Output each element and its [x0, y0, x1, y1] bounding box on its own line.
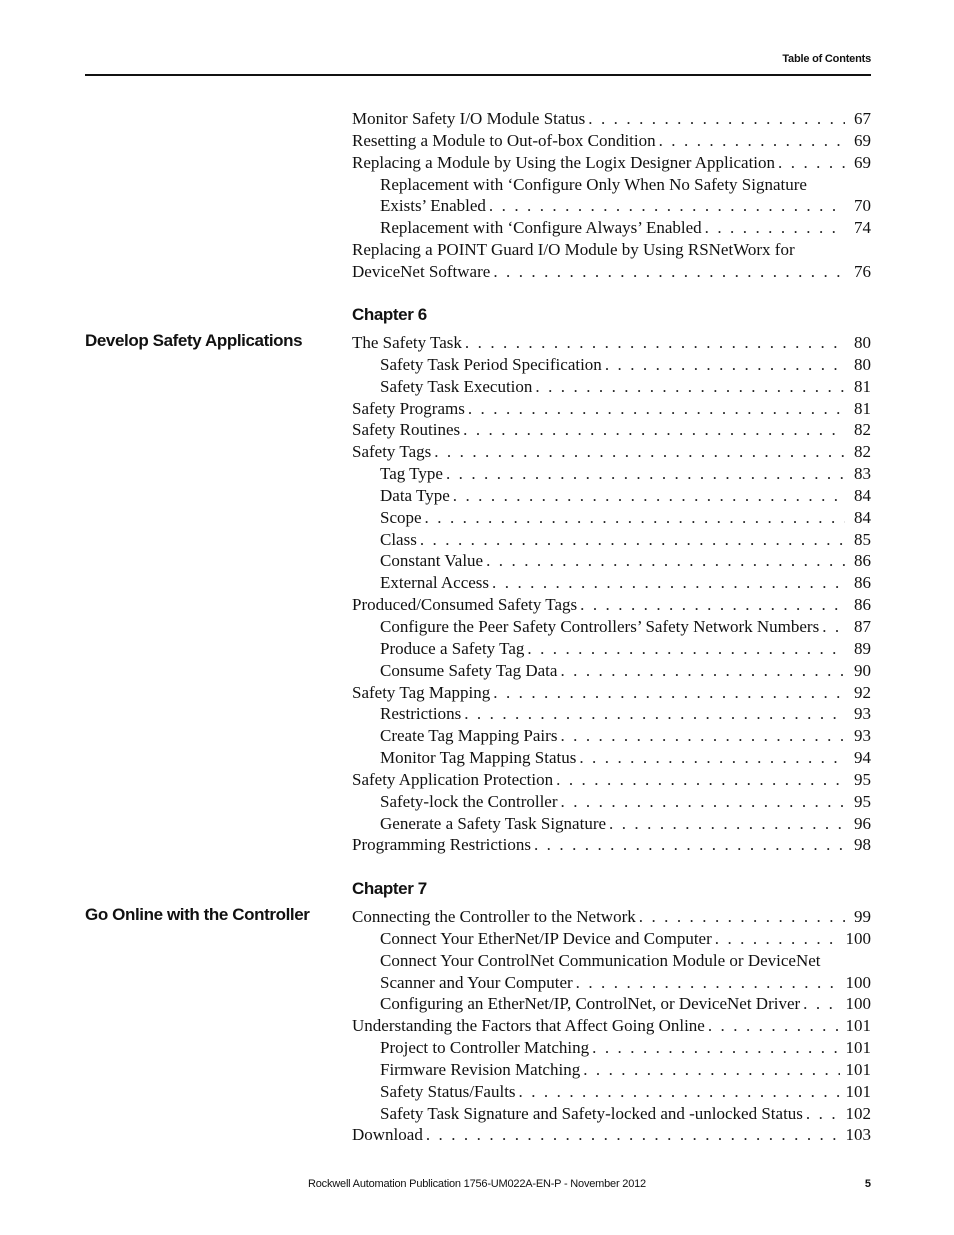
- toc-entry[interactable]: Safety Tag Mapping . . . 92: [352, 682, 871, 704]
- toc-page-number: 82: [854, 420, 871, 440]
- toc-entry[interactable]: Monitor Tag Mapping Status . . . 94: [352, 747, 871, 769]
- toc-page-number: 95: [854, 769, 871, 789]
- toc-page-number: 69: [854, 130, 871, 150]
- toc-entry[interactable]: External Access . . . 86: [352, 572, 871, 594]
- toc-page-number: 81: [854, 376, 871, 396]
- chapter-7-entries: [352, 906, 871, 1146]
- toc-entry[interactable]: Safety Task Period Specification . . . 80: [352, 354, 871, 376]
- toc-page-number: 100: [845, 972, 871, 992]
- toc-entry[interactable]: Safety Task Signature and Safety-locked and -unlocked Status . . . 102: [352, 1103, 871, 1125]
- toc-page-number: 74: [854, 218, 871, 238]
- toc-page-number: 86: [854, 573, 871, 593]
- toc-entry[interactable]: Monitor Safety I/O Module Status . . . 67: [352, 108, 871, 130]
- toc-page-number: 69: [854, 152, 871, 172]
- chapter-title: Develop Safety Applications: [85, 331, 303, 350]
- toc-entry[interactable]: Configure the Peer Safety Controllers’ Safety Network Numbers . . . 87: [352, 616, 871, 638]
- toc-entry[interactable]: Safety Routines . . . 82: [352, 419, 871, 441]
- toc-entry[interactable]: Download . . . 103: [352, 1124, 871, 1146]
- toc-page-number: 95: [854, 791, 871, 811]
- toc-entry[interactable]: Safety Programs . . . 81: [352, 398, 871, 420]
- toc-page-number: 87: [854, 616, 871, 636]
- toc-page-number: 86: [854, 595, 871, 615]
- toc-entry[interactable]: Safety Status/Faults . . . 101: [352, 1081, 871, 1103]
- toc-entry-first-line[interactable]: Connect Your ControlNet Communication Module or DeviceNet: [380, 950, 821, 970]
- toc-entry[interactable]: Safety Tags . . . 82: [352, 441, 871, 463]
- toc-page-number: 89: [854, 638, 871, 658]
- chapter-title: Go Online with the Controller: [85, 905, 310, 924]
- toc-page-number: 98: [854, 835, 871, 855]
- toc-entry[interactable]: Configuring an EtherNet/IP, ControlNet, or DeviceNet Driver . . . 100: [352, 993, 871, 1015]
- toc-entry[interactable]: Scope . . . 84: [352, 507, 871, 529]
- toc-entry[interactable]: Produced/Consumed Safety Tags . . . 86: [352, 594, 871, 616]
- toc-entry[interactable]: Class . . . 85: [352, 529, 871, 551]
- toc-entry[interactable]: Understanding the Factors that Affect Going Online . . . 101: [352, 1015, 871, 1037]
- toc-page-number: 101: [845, 1059, 871, 1079]
- toc-entry[interactable]: The Safety Task . . . 80: [352, 332, 871, 354]
- header-rule: [85, 74, 871, 76]
- footer-publication: Rockwell Automation Publication 1756-UM022A-EN-P - November 2012: [308, 1178, 646, 1190]
- toc-entry[interactable]: Programming Restrictions . . . 98: [352, 834, 871, 856]
- toc-entry[interactable]: Safety Task Execution . . . 81: [352, 376, 871, 398]
- toc-entry[interactable]: Resetting a Module to Out-of-box Condition . . . 69: [352, 130, 871, 152]
- toc-page-number: 76: [854, 261, 871, 281]
- toc-page-number: 94: [854, 748, 871, 768]
- toc-entry-first-line[interactable]: Replacement with ‘Configure Only When No Safety Signature: [380, 174, 807, 194]
- toc-page-number: 101: [845, 1081, 871, 1101]
- chapter-label: Chapter 6: [352, 305, 427, 324]
- footer-page-number: 5: [864, 1178, 871, 1190]
- toc-page-number: 82: [854, 442, 871, 462]
- toc-page-number: 83: [854, 464, 871, 484]
- toc-page-number: 92: [854, 682, 871, 702]
- toc-page-number: 86: [854, 551, 871, 571]
- toc-entry[interactable]: Connect Your EtherNet/IP Device and Computer . . . 100: [352, 928, 871, 950]
- toc-entry[interactable]: Produce a Safety Tag . . . 89: [352, 638, 871, 660]
- toc-page-number: 84: [854, 507, 871, 527]
- toc-entry[interactable]: DeviceNet Software . . . 76: [352, 261, 871, 283]
- toc-entry[interactable]: Data Type . . . 84: [352, 485, 871, 507]
- toc-page-number: 81: [854, 398, 871, 418]
- toc-entry[interactable]: Safety-lock the Controller . . . 95: [352, 791, 871, 813]
- chapter-6-entries: [352, 332, 871, 856]
- toc-page-number: 100: [845, 928, 871, 948]
- toc-page-number: 67: [854, 109, 871, 128]
- toc-entry[interactable]: Consume Safety Tag Data . . . 90: [352, 660, 871, 682]
- toc-page-number: 99: [854, 907, 871, 926]
- toc-entry[interactable]: Generate a Safety Task Signature . . . 96: [352, 813, 871, 835]
- toc-entry[interactable]: Replacement with ‘Configure Always’ Enabled . . . 74: [352, 217, 871, 239]
- toc-page-number: 96: [854, 813, 871, 833]
- toc-continued-list: [352, 108, 871, 283]
- toc-entry[interactable]: Constant Value . . . 86: [352, 550, 871, 572]
- toc-page-number: 70: [854, 196, 871, 216]
- toc-page-number: 90: [854, 660, 871, 680]
- toc-page-number: 93: [854, 726, 871, 746]
- toc-page-number: 84: [854, 485, 871, 505]
- toc-entry[interactable]: Restrictions . . . 93: [352, 703, 871, 725]
- toc-entry[interactable]: Safety Application Protection . . . 95: [352, 769, 871, 791]
- toc-page-number: 100: [845, 994, 871, 1014]
- toc-page-number: 101: [845, 1038, 871, 1058]
- toc-entry[interactable]: Replacing a Module by Using the Logix Designer Application . . . 69: [352, 152, 871, 174]
- running-header-title: Table of Contents: [782, 53, 871, 65]
- toc-page-number: 85: [854, 529, 871, 549]
- toc-entry[interactable]: Create Tag Mapping Pairs . . . 93: [352, 725, 871, 747]
- toc-entry[interactable]: Tag Type . . . 83: [352, 463, 871, 485]
- toc-page-number: 80: [854, 333, 871, 352]
- toc-page-number: 80: [854, 354, 871, 374]
- toc-page-number: 102: [845, 1103, 871, 1123]
- toc-entry[interactable]: Scanner and Your Computer . . . 100: [352, 972, 871, 994]
- toc-page-number: 93: [854, 704, 871, 724]
- toc-page-number: 101: [845, 1016, 871, 1036]
- toc-entry[interactable]: Connecting the Controller to the Network . . . 99: [352, 906, 871, 928]
- toc-entry[interactable]: Exists’ Enabled . . . 70: [352, 195, 871, 217]
- chapter-label: Chapter 7: [352, 879, 427, 898]
- toc-page-number: 103: [845, 1125, 871, 1145]
- toc-entry-first-line[interactable]: Replacing a POINT Guard I/O Module by Using RSNetWorx for: [352, 240, 795, 260]
- toc-entry[interactable]: Project to Controller Matching . . . 101: [352, 1037, 871, 1059]
- toc-entry[interactable]: Firmware Revision Matching . . . 101: [352, 1059, 871, 1081]
